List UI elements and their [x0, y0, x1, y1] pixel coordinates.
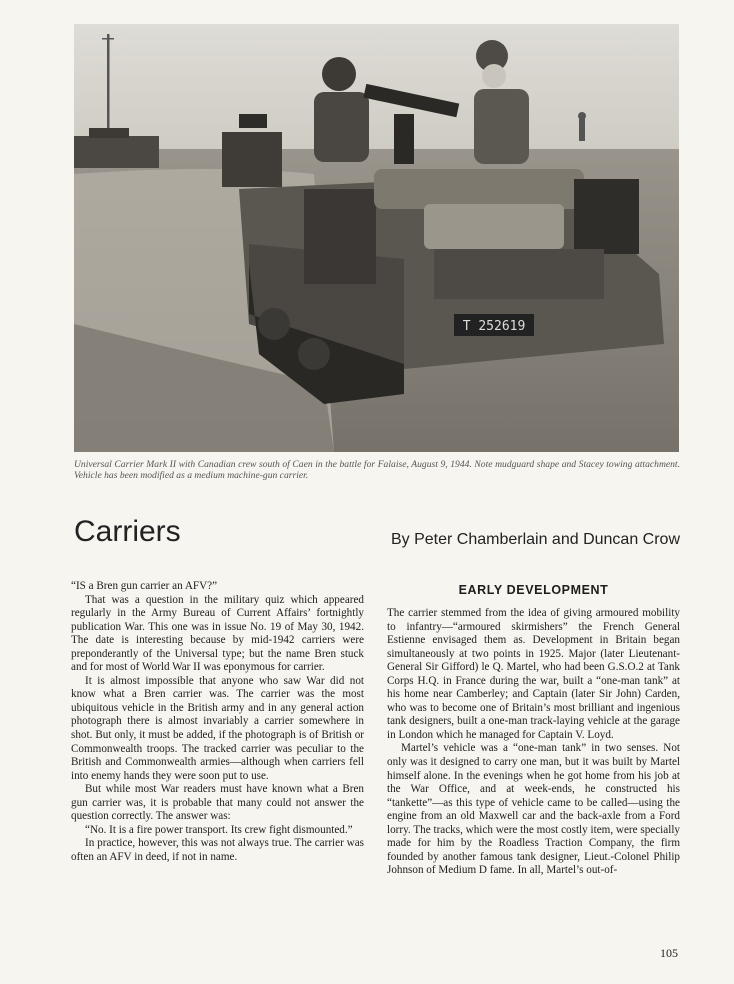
photo-caption: Universal Carrier Mark II with Canadian crew south of Caen in the battle for Falaise, August 9, 1944. Note mudguard shape and Stacey towing attachment. Vehicle has been modified as a medium machine-gun carrier.: [74, 459, 680, 481]
paragraph: But while most War readers must have known what a Bren gun carrier was, it is probable that many could not answer the question correctly. The answer was:: [71, 783, 364, 823]
section-heading: EARLY DEVELOPMENT: [458, 583, 609, 597]
photo-illustration: [74, 24, 679, 452]
paragraph: “No. It is a fire power transport. Its crew fight dismounted.”: [85, 823, 353, 836]
page-number: 105: [660, 946, 678, 960]
photo-plate-text: T 252619: [462, 319, 526, 334]
right-column: [387, 607, 680, 878]
paragraph: The carrier stemmed from the idea of giving armoured mobility to infantry—“armoured skirmishers” the French General Estienne envisaged them as. Development in Britain began simultaneously at two points in 1925. Major (later Lieutenant-General Sir Gifford) le Q. Martel, who had been G.S.O.2 at Tank Corps H.Q. in France during the war, built a “one-man tank” at his home near Camberley; and Captain (later Sir John) Carden, who was to become one of Britain’s most brilliant and ingenious tank designers, built a one-man track-laying vehicle at the garage in London which he managed for Captain V. Loyd.: [387, 607, 680, 741]
paragraph: Martel’s vehicle was a “one-man tank” in two senses. Not only was it designed to carry one man, but it was built by Martel himself alone. In the evenings when he got home from his job at the War Office, and at week-ends, he constructed his “tankette”—as this type of vehicle came to be called—using the engine from an old Maxwell car and the back-axle from a Ford lorry. The tracks, which were the most costly item, were specially made for him by the Roadless Traction Company, the firm founded by another famous tank designer, Lieut.-Colonel Philip Johnson of Medium D fame. In all, Martel’s out-of-: [387, 742, 680, 877]
carrier-photo: [74, 24, 679, 452]
paragraph: “IS a Bren gun carrier an AFV?”: [71, 580, 218, 592]
left-column: [71, 580, 364, 864]
paragraph: That was a question in the military quiz which appeared regularly in the Army Bureau of Current Affairs’ fortnightly publication War. This one was in issue No. 19 of May 30, 1942. The date is interesting because by mid-1942 carriers were preponderantly of the Universal type; but the name Bren stuck and for most of World War II was eponymous for carrier.: [71, 593, 364, 674]
article-byline: By Peter Chamberlain and Duncan Crow: [390, 531, 680, 548]
article-title: Carriers: [74, 515, 181, 548]
paragraph: It is almost impossible that anyone who saw War did not know what a Bren carrier was. The carrier was the most ubiquitous vehicle in the British army and in any general action photograph there is almost invariably a carrier somewhere in shot. But only, it must be added, if the photograph is of British or Commonwealth troops. The tracked carrier was peculiar to the British and Commonwealth armies—although when carriers fell into enemy hands they were soon put to use.: [71, 674, 364, 782]
paragraph: In practice, however, this was not always true. The carrier was often an AFV in deed, if not in name.: [71, 837, 364, 863]
